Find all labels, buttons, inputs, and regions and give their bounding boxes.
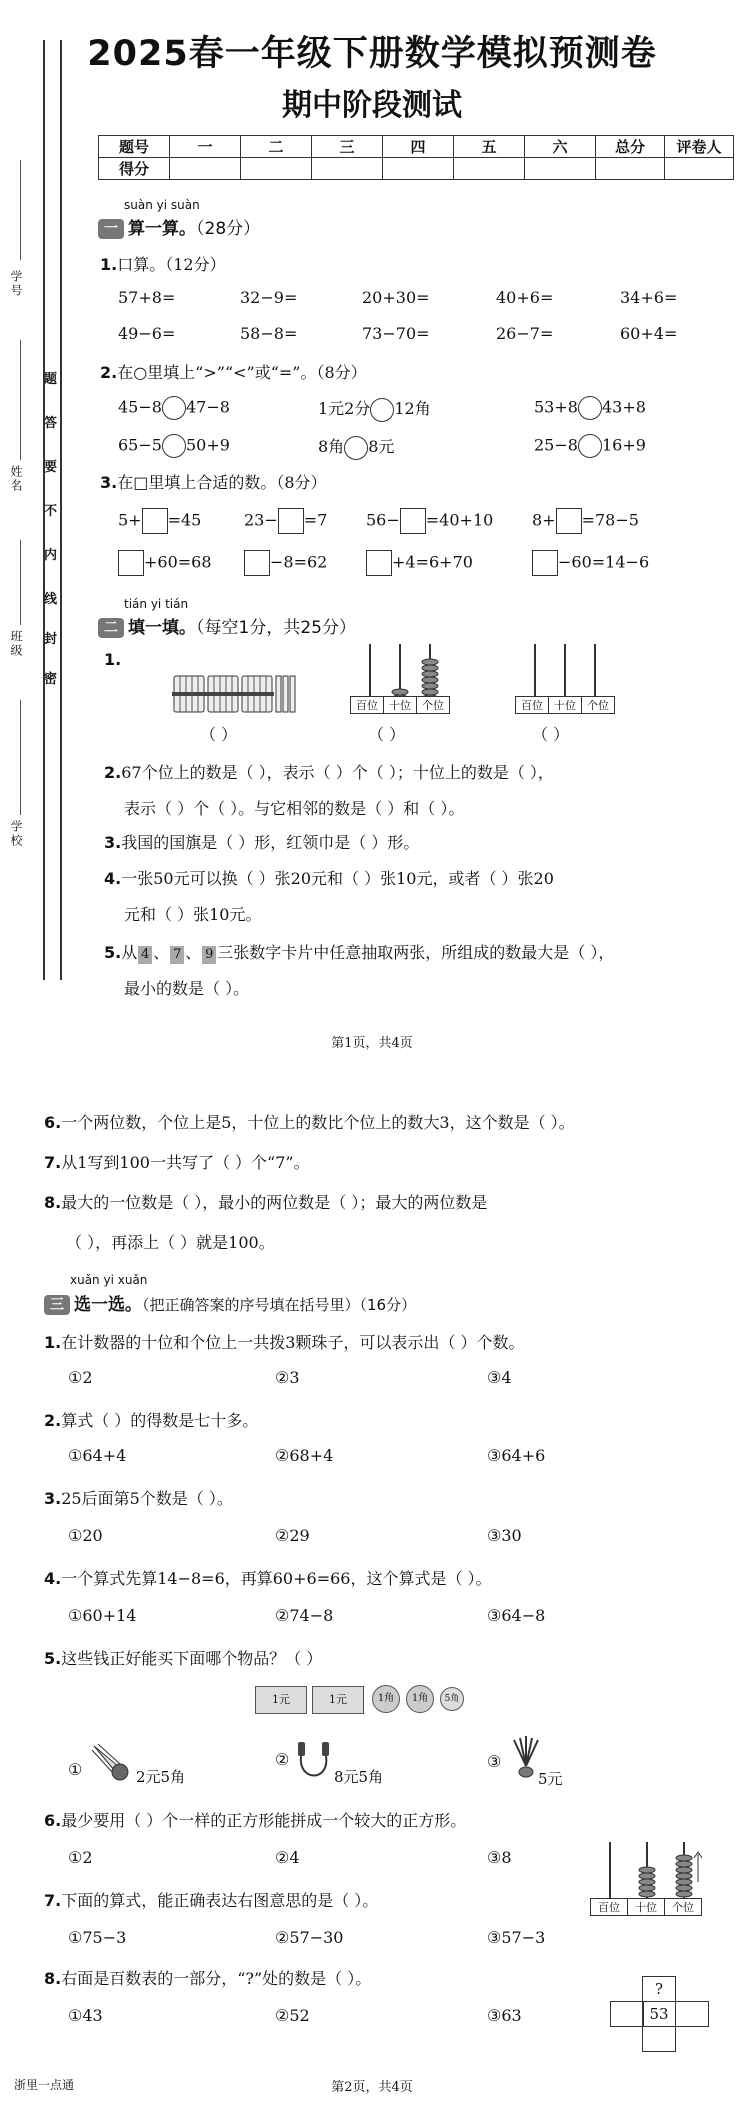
number-card: 4 <box>138 946 152 964</box>
sec3-q5 <box>44 1646 322 1669</box>
q-text: 最大的一位数是（ ），最小的两位数是（ ）；最大的两位数是 <box>61 1193 488 1212</box>
abacus-label: 百位 <box>590 1898 628 1916</box>
fill-right: =45 <box>167 510 202 530</box>
fill-item <box>244 550 327 576</box>
fill-item <box>532 550 649 576</box>
q-number: 2. <box>100 363 118 382</box>
fill-right: +60=68 <box>144 552 212 572</box>
page-subtitle: 期中阶段测试 <box>282 88 462 123</box>
q-text: 算式（ ）的得数是七十多。 <box>61 1411 259 1430</box>
class-label: 班级 <box>9 630 23 658</box>
seal-char: 不 <box>44 504 58 519</box>
option[interactable]: ②52 <box>275 2006 310 2025</box>
answer-blank[interactable]: （ ） <box>200 725 238 744</box>
sec2-points: （每空1分，共25分） <box>196 618 356 638</box>
page-title: 2025春一年级下册数学模拟预测卷 <box>87 34 657 74</box>
abacus-label: 个位 <box>581 696 615 714</box>
fill-box[interactable] <box>400 508 426 534</box>
compare-circle[interactable] <box>578 396 602 420</box>
sec1-pinyin: suàn yi suàn <box>124 198 200 212</box>
binding-line-inner <box>60 40 62 980</box>
q-text: 从 <box>121 943 138 962</box>
fill-item <box>366 550 473 576</box>
sec2-q1-number <box>104 650 121 669</box>
option[interactable]: ②68+4 <box>275 1446 334 1465</box>
school-field[interactable] <box>20 700 21 815</box>
fill-left: 56− <box>366 510 400 530</box>
grid-cell-number: 53 <box>642 2001 676 2027</box>
score-header-cell: 评卷人 <box>665 136 734 158</box>
sec1-points: （28分） <box>196 219 261 239</box>
fill-right: +4=6+70 <box>392 552 473 572</box>
q-number: 2. <box>44 1411 62 1430</box>
score-header-cell: 总分 <box>596 136 665 158</box>
abacus-label: 十位 <box>383 696 417 714</box>
score-cell[interactable] <box>665 158 734 180</box>
sec1-heading <box>98 214 260 239</box>
abacus-label: 个位 <box>664 1898 702 1916</box>
name-label: 姓名 <box>9 465 23 493</box>
calc: 58−8= <box>240 324 298 343</box>
compare-circle[interactable] <box>578 434 602 458</box>
sec3-q7 <box>44 1888 378 1911</box>
sec3-pinyin: xuǎn yi xuǎn <box>70 1273 148 1287</box>
sec3-heading <box>44 1290 416 1315</box>
sec2-q7 <box>44 1150 310 1173</box>
q-number: 3. <box>44 1489 62 1508</box>
price-label: 5元 <box>538 1770 563 1788</box>
score-table <box>98 135 734 180</box>
option[interactable]: ②3 <box>275 1368 300 1387</box>
fill-right: =78−5 <box>581 510 639 530</box>
option[interactable]: ② <box>275 1750 290 1769</box>
q-number: 3. <box>104 833 122 852</box>
seal-char: 答 <box>44 416 58 431</box>
sec3-q4 <box>44 1566 492 1589</box>
fill-left: 5+ <box>118 510 142 530</box>
score-header-cell: 五 <box>454 136 525 158</box>
calc: 26−7= <box>496 324 554 343</box>
money-coin: 1角 <box>372 1685 400 1713</box>
fill-box[interactable] <box>532 550 558 576</box>
calc: 34+6= <box>620 288 678 307</box>
compare-circle[interactable] <box>162 396 186 420</box>
option[interactable]: ①43 <box>68 2006 103 2025</box>
answer-blank[interactable]: （ ） <box>532 725 570 744</box>
sec3-q3 <box>44 1486 233 1509</box>
fill-right: −8=62 <box>270 552 328 572</box>
fill-item <box>244 508 327 534</box>
q-number: 8. <box>44 1193 62 1212</box>
q-text: 一个算式先算14−8=6，再算60+6=66，这个算式是（ ）。 <box>61 1569 492 1588</box>
fill-item <box>532 508 639 534</box>
q-text: 在○里填上“>”“<”或“=”。（8分） <box>117 363 367 382</box>
option[interactable]: ③30 <box>487 1526 522 1545</box>
option[interactable]: ②29 <box>275 1526 310 1545</box>
sec1-title: 算一算。 <box>128 219 196 239</box>
compare-left: 53+8 <box>534 397 578 417</box>
sec2-q4-line2: 元和（ ）张10元。 <box>124 905 262 924</box>
q-number: 1. <box>104 650 122 669</box>
compare-right: 8元 <box>368 437 395 456</box>
score-cell[interactable] <box>525 158 596 180</box>
q-text: 25后面第5个数是（ ）。 <box>61 1489 233 1508</box>
q-text: 右面是百数表的一部分，“?”处的数是（ ）。 <box>61 1969 372 1988</box>
sec2-q5-line2: 最小的数是（ ）。 <box>124 979 250 998</box>
q-text: 我国的国旗是（ ）形，红领巾是（ ）形。 <box>121 833 420 852</box>
price-label: 2元5角 <box>136 1768 186 1786</box>
q-number: 4. <box>104 869 122 888</box>
sec2-q2-line2: 表示（ ）个（ ）。与它相邻的数是（ ）和（ ）。 <box>124 799 465 818</box>
score-cell[interactable] <box>170 158 241 180</box>
compare-left: 8角 <box>318 437 345 456</box>
number-card: 9 <box>202 946 216 964</box>
sec3-title: 选一选。 <box>74 1295 142 1315</box>
q-number: 2. <box>104 763 122 782</box>
compare-right: 47−8 <box>185 397 230 417</box>
price-label: 8元5角 <box>334 1768 384 1786</box>
school-label: 学校 <box>9 820 23 848</box>
sec3-q1 <box>44 1330 525 1353</box>
q-number: 8. <box>44 1969 62 1988</box>
seal-char: 线 <box>44 592 58 607</box>
sec2-q2 <box>104 760 554 783</box>
q-text: 在计数器的十位和个位上一共拨3颗珠子，可以表示出（ ）个数。 <box>61 1333 525 1352</box>
sec1-q2 <box>100 360 367 383</box>
option[interactable]: ③8 <box>487 1848 512 1867</box>
option[interactable]: ①75−3 <box>68 1928 127 1947</box>
answer-blank[interactable]: （ ） <box>368 725 406 744</box>
abacus-label: 十位 <box>548 696 582 714</box>
abacus-label: 个位 <box>416 696 450 714</box>
score-header-cell: 一 <box>170 136 241 158</box>
student-id-label: 学号 <box>9 270 23 298</box>
money-coin: 5角 <box>440 1687 464 1711</box>
fill-box[interactable] <box>278 508 304 534</box>
name-field[interactable] <box>20 340 21 460</box>
money-note: 1元 <box>255 1686 307 1714</box>
q-number: 5. <box>44 1649 62 1668</box>
compare-circle[interactable] <box>370 398 394 422</box>
fill-box[interactable] <box>556 508 582 534</box>
fill-right: −60=14−6 <box>558 552 650 572</box>
seal-char: 封 <box>44 632 58 647</box>
option[interactable]: ①2 <box>68 1848 93 1867</box>
compare-left: 45−8 <box>118 397 162 417</box>
option[interactable]: ③64−8 <box>487 1606 546 1625</box>
q-text: 下面的算式，能正确表达右图意思的是（ ）。 <box>61 1891 379 1910</box>
option[interactable]: ②57−30 <box>275 1928 344 1947</box>
score-cell[interactable] <box>241 158 312 180</box>
sec1-q1 <box>100 252 226 275</box>
calc: 60+4= <box>620 324 678 343</box>
option[interactable]: ③57−3 <box>487 1928 546 1947</box>
q-text: 口算。（12分） <box>117 255 226 274</box>
q-number: 6. <box>44 1113 62 1132</box>
option[interactable]: ②74−8 <box>275 1606 334 1625</box>
score-cell[interactable] <box>454 158 525 180</box>
sec2-q3 <box>104 830 419 853</box>
score-cell[interactable] <box>312 158 383 180</box>
calc: 73−70= <box>362 324 430 343</box>
compare-right: 50+9 <box>185 435 230 455</box>
sec3-points: （把正确答案的序号填在括号里）（16分） <box>142 1296 417 1314</box>
option[interactable]: ③ <box>487 1752 502 1771</box>
grid-cell <box>610 2001 644 2027</box>
q-number: 6. <box>44 1811 62 1830</box>
option[interactable]: ③63 <box>487 2006 522 2025</box>
page2-footer: 第2页，共4页 <box>331 2080 413 2095</box>
abacus-label: 百位 <box>515 696 549 714</box>
compare-item <box>534 396 646 420</box>
seal-char: 内 <box>44 548 58 563</box>
fill-box[interactable] <box>118 550 144 576</box>
sec3-number: 三 <box>44 1295 70 1315</box>
score-header-row <box>99 136 734 158</box>
q-number: 7. <box>44 1153 62 1172</box>
student-id-field[interactable] <box>20 160 21 260</box>
page1-footer: 第1页，共4页 <box>331 1036 413 1051</box>
q-number: 3. <box>100 473 118 492</box>
stick-bundles-image <box>170 670 300 718</box>
option[interactable]: ①64+4 <box>68 1446 127 1465</box>
score-header-cell: 题号 <box>99 136 170 158</box>
fill-item <box>118 508 201 534</box>
compare-right: 12角 <box>394 399 431 418</box>
option[interactable]: ②4 <box>275 1848 300 1867</box>
sec2-q8 <box>44 1190 487 1213</box>
sec2-number: 二 <box>98 618 124 638</box>
q-text: 从1写到100一共写了（ ）个“7”。 <box>61 1153 310 1172</box>
fill-left: 23− <box>244 510 278 530</box>
score-cell[interactable] <box>383 158 454 180</box>
score-row-label: 得分 <box>99 158 170 180</box>
calc: 40+6= <box>496 288 554 307</box>
fill-left: 8+ <box>532 510 556 530</box>
seal-char: 要 <box>44 460 58 475</box>
option[interactable]: ①20 <box>68 1526 103 1545</box>
score-header-cell: 三 <box>312 136 383 158</box>
option[interactable]: ③4 <box>487 1368 512 1387</box>
sec1-number: 一 <box>98 219 124 239</box>
compare-right: 16+9 <box>601 435 646 455</box>
fill-box[interactable] <box>142 508 168 534</box>
grid-cell <box>675 2001 709 2027</box>
sec3-q2 <box>44 1408 258 1431</box>
option[interactable]: ①60+14 <box>68 1606 137 1625</box>
score-row <box>99 158 734 180</box>
option[interactable]: ③64+6 <box>487 1446 546 1465</box>
score-header-cell: 六 <box>525 136 596 158</box>
fill-right: =40+10 <box>425 510 494 530</box>
fill-right: =7 <box>303 510 328 530</box>
shuttlecock-icon <box>88 1740 132 1784</box>
sec2-pinyin: tián yi tián <box>124 597 189 611</box>
option[interactable]: ①2 <box>68 1368 93 1387</box>
sec1-q3 <box>100 470 327 493</box>
abacus-label: 百位 <box>350 696 384 714</box>
score-cell[interactable] <box>596 158 665 180</box>
q-text: 在□里填上合适的数。（8分） <box>117 473 327 492</box>
grid-cell <box>642 2026 676 2052</box>
q-number: 1. <box>44 1333 62 1352</box>
score-header-cell: 二 <box>241 136 312 158</box>
money-coin: 1角 <box>406 1685 434 1713</box>
fill-item <box>118 550 212 576</box>
q-number: 7. <box>44 1891 62 1910</box>
q-text: 一个两位数，个位上是5，十位上的数比个位上的数大3，这个数是（ ）。 <box>61 1113 575 1132</box>
q-number: 1. <box>100 255 118 274</box>
compare-left: 1元2分 <box>318 399 371 418</box>
option[interactable]: ① <box>68 1760 83 1779</box>
compare-item <box>318 396 431 422</box>
fill-item <box>366 508 493 534</box>
jump-rope-icon <box>294 1738 334 1782</box>
q-text: 67个位上的数是（ ），表示（ ）个（ ）；十位上的数是（ ）， <box>121 763 554 782</box>
brand-label: 浙里一点通 <box>14 2078 75 2092</box>
compare-item <box>118 396 230 420</box>
sec2-q8-line2: （ ），再添上（ ）就是100。 <box>66 1233 275 1252</box>
calc: 32−9= <box>240 288 298 307</box>
score-header-cell: 四 <box>383 136 454 158</box>
q-text: 最少要用（ ）个一样的正方形能拼成一个较大的正方形。 <box>61 1811 467 1830</box>
seal-char: 密 <box>44 672 58 687</box>
abacus-label: 十位 <box>627 1898 665 1916</box>
compare-right: 43+8 <box>601 397 646 417</box>
class-field[interactable] <box>20 540 21 625</box>
seal-char: 题 <box>44 372 58 387</box>
q-text: 一张50元可以换（ ）张20元和（ ）张10元，或者（ ）张20 <box>121 869 554 888</box>
sec2-q6 <box>44 1110 575 1133</box>
q-text: 这些钱正好能买下面哪个物品？（ ） <box>61 1649 323 1668</box>
sec2-title: 填一填。 <box>128 618 196 638</box>
q-number: 5. <box>104 943 122 962</box>
fill-box[interactable] <box>366 550 392 576</box>
sec2-q5: 5.从 4 、 7 、 9 三张数字卡片中任意抽取两张，所组成的数最大是（ ）， <box>104 943 615 962</box>
compare-circle[interactable] <box>344 436 368 460</box>
sec3-q8 <box>44 1966 371 1989</box>
grid-cell-question: ? <box>642 1976 676 2002</box>
sec2-q4 <box>104 866 554 889</box>
compare-item <box>118 434 230 458</box>
q-text: 三张数字卡片中任意抽取两张，所组成的数最大是（ ）， <box>217 943 615 962</box>
calc: 20+30= <box>362 288 430 307</box>
compare-item <box>318 434 394 460</box>
abacus-3-image <box>590 1838 704 1900</box>
sec2-heading <box>98 613 356 638</box>
sec3-q6 <box>44 1808 466 1831</box>
compare-circle[interactable] <box>162 434 186 458</box>
money-note: 1元 <box>312 1686 364 1714</box>
fill-box[interactable] <box>244 550 270 576</box>
calc: 57+8= <box>118 288 176 307</box>
compare-left: 65−5 <box>118 435 162 455</box>
q-number: 4. <box>44 1569 62 1588</box>
compare-left: 25−8 <box>534 435 578 455</box>
calc: 49−6= <box>118 324 176 343</box>
compare-item <box>534 434 646 458</box>
number-card: 7 <box>170 946 184 964</box>
